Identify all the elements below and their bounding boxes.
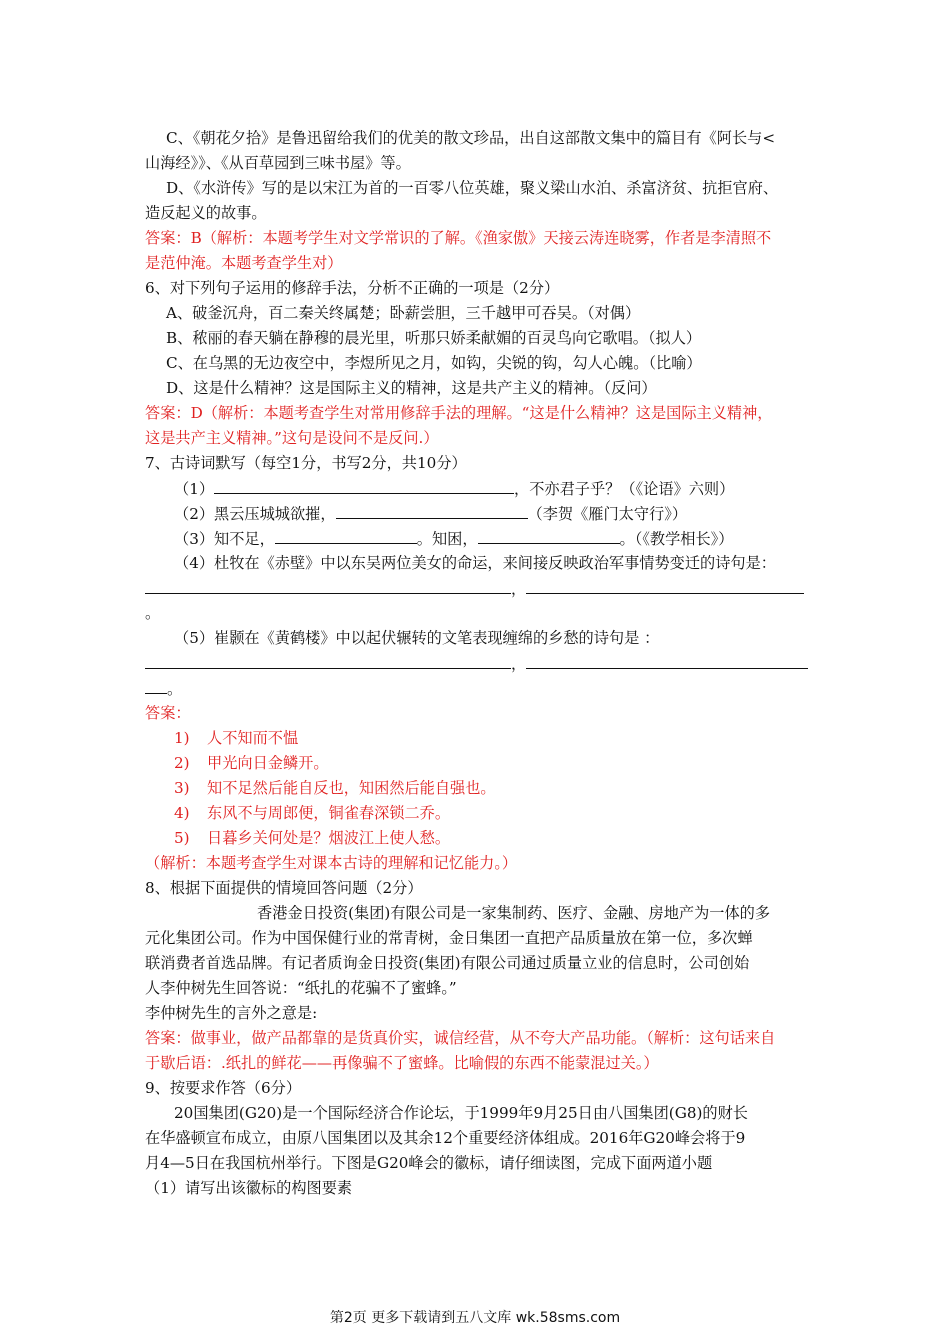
q7-answer-item	[174, 801, 450, 826]
q7-answer-text: 人不知而不愠	[207, 729, 299, 747]
q8-para-line2: 元化集团公司。作为中国保健行业的常青树，金日集团一直把产品质量放在第一位，多次蝉	[145, 929, 753, 947]
q6-option-c: C、在乌黑的无边夜空中，李煜所见之月，如钩，尖锐的钩，勾人心魄。（比喻）	[166, 354, 702, 372]
q7-item5-end: 。	[167, 680, 183, 698]
q9-para-line1: 20国集团(G20)是一个国际经济合作论坛，于1999年9月25日由八国集团(G8)的财长	[174, 1104, 748, 1122]
q7-item4-blank2[interactable]	[526, 576, 804, 594]
q7-item3-prefix: （3）知不足，	[174, 530, 275, 548]
q7-item4-text: （4）杜牧在《赤壁》中以东吴两位美女的命运，来间接反映政治军事情势变迁的诗句是：	[174, 554, 776, 572]
q6-stem: 6、对下列句子运用的修辞手法，分析不正确的一项是（2分）	[145, 279, 560, 297]
q7-item5-blank3[interactable]	[145, 676, 167, 694]
q7-answer-text: 日暮乡关何处是？烟波江上使人愁。	[207, 829, 450, 847]
q8-question: 李仲树先生的言外之意是:	[145, 1004, 318, 1022]
q6-answer-line1: 答案：D（解析：本题考查学生对常用修辞手法的理解。“这是什么精神？这是国际主义精神，	[145, 404, 773, 422]
q7-answer-num: 1)	[174, 729, 190, 747]
q7-answer-item	[174, 776, 496, 801]
q7-item2-blank[interactable]	[336, 501, 528, 519]
q7-item3-mid: 。知困，	[416, 530, 478, 548]
q7-item2-prefix: （2）黑云压城城欲摧，	[174, 505, 336, 523]
q7-answer-label: 答案：	[145, 704, 191, 722]
q6-option-a: A、破釜沉舟，百二秦关终属楚；卧薪尝胆，三千越甲可吞吴。（对偶）	[166, 304, 641, 322]
q7-answer-item	[174, 826, 450, 851]
q7-item1-prefix: （1）	[174, 480, 215, 498]
q7-answer-num: 4)	[174, 804, 190, 822]
q7-item5-answer-line	[145, 651, 808, 677]
q8-para-line4: 人李仲树先生回答说：“纸扎的花骗不了蜜蜂。”	[145, 979, 457, 997]
q8-stem: 8、根据下面提供的情境回答问题（2分）	[145, 879, 423, 897]
q8-answer-line2: 于歇后语：.纸扎的鲜花——再像骗不了蜜蜂。比喻假的东西不能蒙混过关。）	[145, 1054, 659, 1072]
q8-para-line3: 联消费者首选品牌。有记者质询金日投资(集团)有限公司通过质量立业的信息时，公司创始	[145, 954, 750, 972]
q7-item1	[174, 476, 734, 502]
q7-item4-end: 。	[145, 604, 161, 622]
q7-answer-text: 东风不与周郎便，铜雀春深锁二乔。	[207, 804, 450, 822]
q7-item2	[174, 501, 687, 527]
q7-item5-blank1[interactable]	[145, 651, 511, 669]
q7-answer-item	[174, 751, 329, 776]
q7-item1-blank[interactable]	[214, 476, 514, 494]
q5-option-c-line2: 山海经》》、《从百草园到三味书屋》等。	[145, 154, 411, 172]
q7-answer-text: 甲光向日金鳞开。	[207, 754, 329, 772]
q7-item5-text: （5）崔颢在《黄鹤楼》中以起伏辗转的文笔表现缠绵的乡愁的诗句是 ：	[174, 629, 660, 647]
q5-answer-line1: 答案：B（解析：本题考学生对文学常识的了解。《渔家傲》天接云涛连晓雾，作者是李清照不	[145, 229, 772, 247]
q7-item5-comma: ，	[511, 655, 527, 673]
q7-item3	[174, 526, 733, 552]
q9-para-line3: 月4—5日在我国杭州举行。下图是G20峰会的徽标，请仔细读图，完成下面两道小题	[145, 1154, 713, 1172]
q7-answer-num: 2)	[174, 754, 190, 772]
q8-answer-line1: 答案：做事业，做产品都靠的是货真价实，诚信经营，从不夸大产品功能。（解析：这句话来自	[145, 1029, 776, 1047]
q7-stem: 7、古诗词默写（每空1分，书写2分，共10分）	[145, 454, 467, 472]
q7-item4-answer-line	[145, 576, 804, 602]
q5-option-d-line1: D、《水浒传》写的是以宋江为首的一百零八位英雄，聚义梁山水泊、杀富济贫、抗拒官府、	[166, 179, 779, 197]
q7-item5-blank2[interactable]	[526, 651, 808, 669]
q7-item3-blank1[interactable]	[275, 526, 417, 544]
q5-answer-line2: 是范仲淹。本题考查学生对）	[145, 254, 343, 272]
q7-item5-end-line	[145, 676, 182, 702]
q9-stem: 9、按要求作答（6分）	[145, 1079, 302, 1097]
q7-item1-suffix: ，不亦君子乎？（《论语》六则）	[514, 480, 735, 498]
q6-option-b: B、秾丽的春天躺在静穆的晨光里，听那只娇柔献媚的百灵鸟向它歌唱。（拟人）	[166, 329, 702, 347]
q5-option-c-line1: C、《朝花夕拾》是鲁迅留给我们的优美的散文珍品，出自这部散文集中的篇目有《阿长与<	[166, 129, 776, 147]
q6-option-d: D、这是什么精神？这是国际主义的精神，这是共产主义的精神。（反问）	[166, 379, 657, 397]
q9-sub1: （1）请写出该徽标的构图要素	[145, 1179, 353, 1197]
q8-para-line1: 香港金日投资(集团)有限公司是一家集制药、医疗、金融、房地产为一体的多	[257, 904, 771, 922]
q7-answer-num: 5)	[174, 829, 190, 847]
q7-answer-num: 3)	[174, 779, 190, 797]
q6-answer-line2: 这是共产主义精神。”这句是设问不是反问.）	[145, 429, 439, 447]
q9-para-line2: 在华盛顿宣布成立，由原八国集团以及其余12个重要经济体组成。2016年G20峰会将于9	[145, 1129, 746, 1147]
q7-item4-comma: ，	[511, 580, 527, 598]
q7-answer-item	[174, 726, 298, 751]
q7-item4-blank1[interactable]	[145, 576, 511, 594]
q7-item3-blank2[interactable]	[478, 526, 620, 544]
q7-analysis: （解析：本题考查学生对课本古诗的理解和记忆能力。）	[145, 854, 518, 872]
q5-option-d-line2: 造反起义的故事。	[145, 204, 267, 222]
q7-answer-text: 知不足然后能自反也，知困然后能自强也。	[207, 779, 496, 797]
page-footer: 第2页 更多下载请到五八文库 wk.58sms.com	[329, 1310, 621, 1326]
q7-item3-suffix: 。（《教学相长》）	[619, 530, 734, 548]
q7-item2-suffix: （李贺《雁门太守行》）	[527, 505, 688, 523]
